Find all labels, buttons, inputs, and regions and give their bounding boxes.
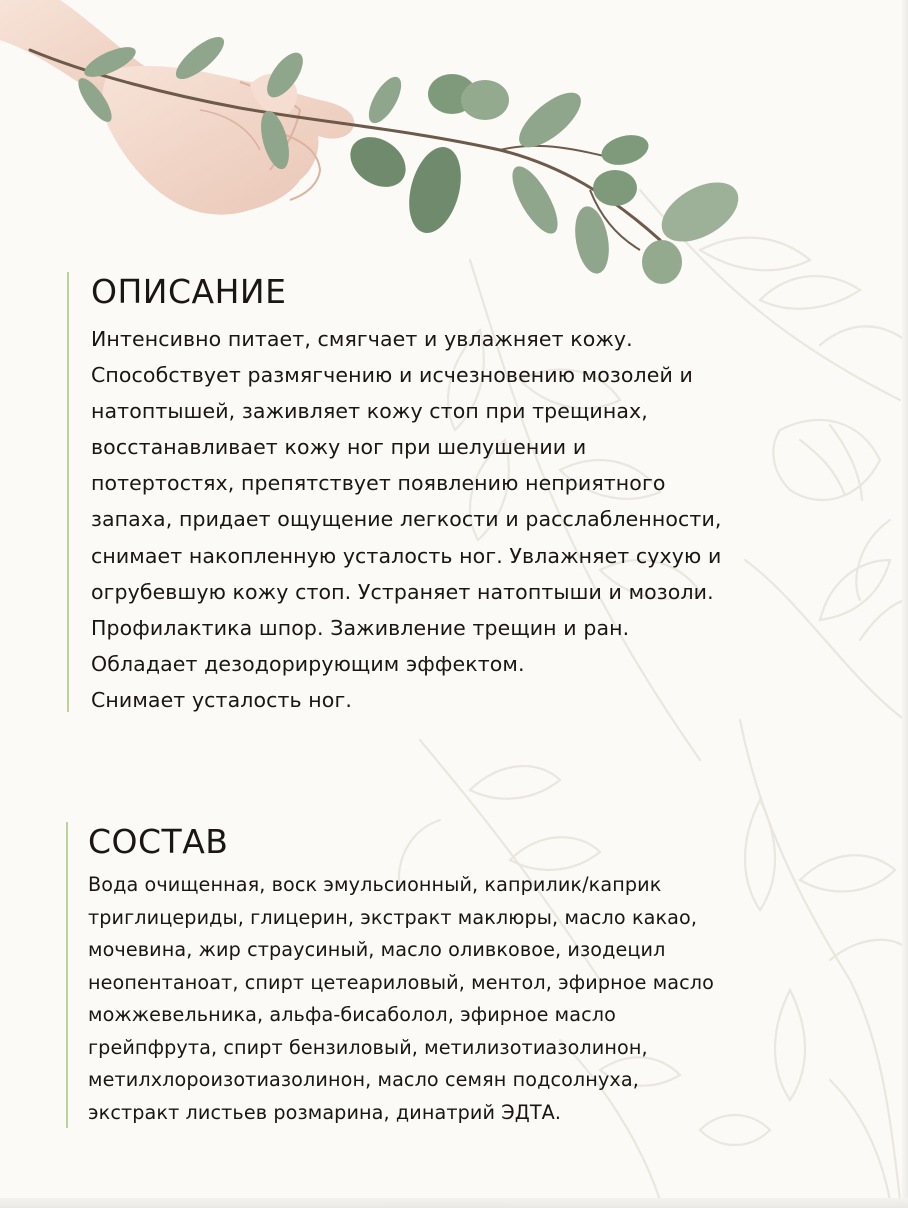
description-line: Способствует размягчению и исчезновению мозолей и [91, 363, 693, 388]
composition-line: триглицериды, глицерин, экстракт маклюры, масло какао, [88, 905, 698, 929]
composition-heading: СОСТАВ [88, 822, 229, 861]
description-line: натоптышей, заживляет кожу стоп при трещинах, [91, 399, 648, 424]
description-line: Интенсивно питает, смягчает и увлажняет кожу. [91, 327, 633, 351]
page-edge-shadow [902, 0, 908, 1208]
composition-line: грейпфрута, спирт бензиловый, метилизотиазолинон, [88, 1035, 648, 1059]
composition-line: экстракт листьев розмарина, динатрий ЭДТА. [88, 1100, 562, 1124]
composition-line: можжевельника, альфа-бисаболол, эфирное масло [88, 1003, 616, 1026]
hand-with-eucalyptus-illustration [0, 0, 760, 300]
description-section [67, 272, 847, 712]
description-line: потертостях, препятствует появлению неприятного [91, 471, 666, 496]
composition-line: неопентаноат, спирт цетеариловый, ментол, эфирное масло [88, 970, 715, 994]
description-line: снимает накопленную усталость ног. Увлажняет сухую и [91, 543, 722, 568]
composition-line: метилхлороизотиазолинон, масло семян подсолнуха, [88, 1068, 639, 1091]
description-line: Снимает усталость ног. [91, 687, 352, 712]
description-line: огрубевшую кожу стоп. Устраняет натоптыши и мозоли. [91, 579, 714, 604]
composition-section [66, 822, 846, 1128]
composition-line: Вода очищенная, воск эмульсионный, каприлик/каприк [88, 873, 662, 896]
accent-rule [67, 272, 69, 712]
description-line: Обладает дезодорирующим эффектом. [91, 651, 525, 676]
description-line: восстанавливает кожу ног при шелушении и [91, 435, 587, 460]
description-text [91, 321, 722, 718]
accent-rule [66, 822, 68, 1128]
composition-line: мочевина, жир страусиный, масло оливковое, изодецил [88, 938, 666, 961]
composition-text [88, 869, 714, 1129]
description-line: Профилактика шпор. Заживление трещин и ран. [91, 615, 630, 640]
page-bottom-edge [0, 1198, 908, 1208]
description-heading: ОПИСАНИЕ [91, 272, 287, 311]
description-line: запаха, придает ощущение легкости и расслабленности, [91, 507, 722, 532]
